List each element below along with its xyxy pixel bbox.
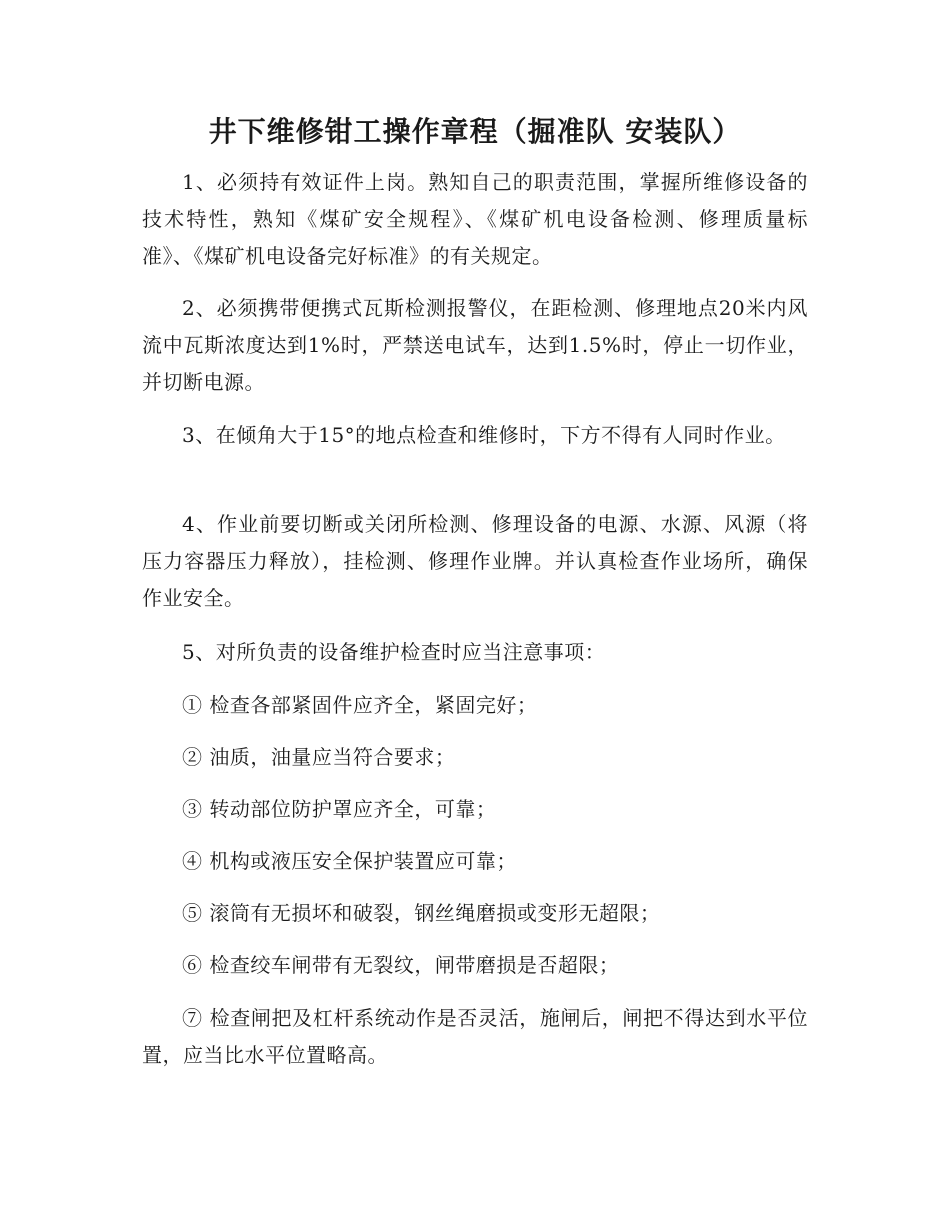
list-item-5: ⑤ 滚筒有无损坏和破裂，钢丝绳磨损或变形无超限； <box>182 901 661 925</box>
list-item-6: ⑥ 检查绞车闸带有无裂纹，闸带磨损是否超限； <box>182 953 620 977</box>
paragraph-4: 4、作业前要切断或关闭所检测、修理设备的电源、水源、风源（将压力容器压力释放），挂检测、修理作业牌。并认真检查作业场所，确保作业安全。 <box>142 512 808 610</box>
list-item-2: ② 油质，油量应当符合要求； <box>182 745 456 769</box>
list-item-4: ④ 机构或液压安全保护装置应可靠； <box>182 849 517 873</box>
paragraph-1: 1、必须持有效证件上岗。熟知自己的职责范围，掌握所维修设备的技术特性，熟知《煤矿安全规程》、《煤矿机电设备检测、修理质量标准》、《煤矿机电设备完好标准》的有关规定。 <box>142 170 808 268</box>
list-item-7: ⑦ 检查闸把及杠杆系统动作是否灵活，施闸后，闸把不得达到水平位置，应当比水平位置略高。 <box>142 1006 808 1067</box>
document-title: 井下维修钳工操作章程（掘准队 安装队） <box>208 115 742 148</box>
list-item-3: ③ 转动部位防护罩应齐全，可靠； <box>182 797 497 821</box>
paragraph-5: 5、对所负责的设备维护检查时应当注意事项： <box>182 640 606 664</box>
list-item-1: ① 检查各部紧固件应齐全，紧固完好； <box>182 693 538 717</box>
paragraph-2: 2、必须携带便携式瓦斯检测报警仪，在距检测、修理地点20米内风流中瓦斯浓度达到1%时，严禁送电试车，达到1.5%时，停止一切作业，并切断电源。 <box>142 296 808 394</box>
paragraph-3: 3、在倾角大于15°的地点检查和维修时，下方不得有人同时作业。 <box>182 423 786 447</box>
